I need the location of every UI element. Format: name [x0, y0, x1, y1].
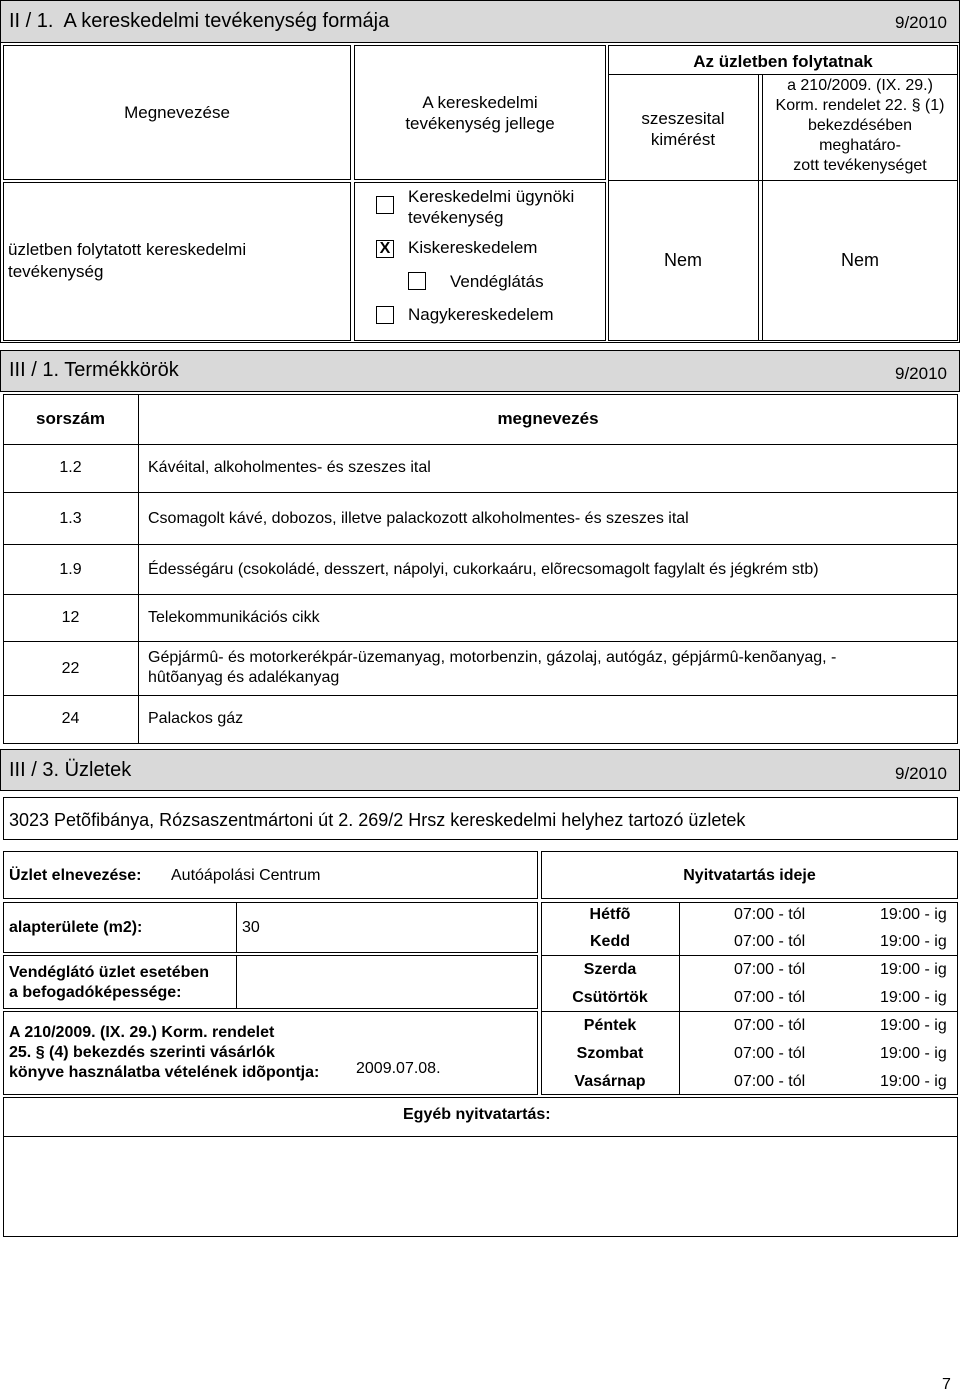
book-label-2: 25. § (4) bekezdés szerinti vásárlók: [9, 1044, 275, 1061]
option-wholesale-label: Nagykereskedelem: [408, 305, 554, 324]
time-to: 19:00 - ig: [880, 1045, 947, 1062]
hours-title: Nyitvatartás ideje: [683, 867, 816, 884]
col-alcohol-label-2: kimérést: [650, 130, 716, 149]
col-product-header: megnevezés: [497, 409, 599, 428]
section-product-groups: [0, 350, 960, 392]
day-label: Vasárnap: [574, 1073, 646, 1090]
col-alcohol-label-1: szeszesital: [641, 109, 725, 128]
section-number: III / 3.: [9, 759, 60, 781]
col-name-label: Megnevezése: [124, 103, 230, 122]
product-num: 1.9: [59, 561, 82, 578]
section-number: III / 1.: [9, 359, 60, 381]
section-date: 9/2010: [895, 364, 947, 383]
time-to: 19:00 - ig: [880, 1073, 947, 1090]
section-date: 9/2010: [895, 13, 947, 32]
product-name: Gépjármû- és motorkerékpár-üzemanyag, motorbenzin, gázolaj, autógáz, gépjármû-kenõanyag, -: [148, 649, 837, 666]
col-activity-label-1: a 210/2009. (IX. 29.): [787, 77, 933, 94]
section-stores: [0, 749, 960, 791]
option-agent-label-2: tevékenység: [408, 208, 504, 227]
time-from: 07:00 - tól: [734, 961, 806, 978]
product-num: 1.2: [59, 459, 82, 476]
time-from: 07:00 - tól: [734, 906, 806, 923]
col-store-label: Az üzletben folytatnak: [693, 52, 873, 71]
store-name-label: Üzlet elnevezése:: [9, 867, 142, 884]
checkbox-wholesale[interactable]: [376, 306, 394, 324]
product-name: Telekommunikációs cikk: [148, 609, 320, 626]
section-title: A kereskedelmi tevékenység formája: [63, 10, 390, 32]
product-name: Palackos gáz: [148, 710, 244, 727]
checkbox-retail[interactable]: X: [376, 240, 394, 258]
day-label: Kedd: [590, 933, 630, 950]
col-type-label-1: A kereskedelmi: [422, 93, 538, 112]
time-to: 19:00 - ig: [880, 961, 947, 978]
book-label-1: A 210/2009. (IX. 29.) Korm. rendelet: [9, 1024, 275, 1041]
col-num-header: sorszám: [36, 409, 105, 428]
time-from: 07:00 - tól: [734, 933, 806, 950]
other-hours-label: Egyéb nyitvatartás:: [403, 1106, 551, 1123]
product-name: Kávéital, alkoholmentes- és szeszes ital: [148, 459, 431, 476]
checkbox-catering[interactable]: [408, 272, 426, 290]
time-from: 07:00 - tól: [734, 989, 806, 1006]
page-number: 7: [942, 1376, 951, 1393]
product-name: Csomagolt kávé, dobozos, illetve palackozott alkoholmentes- és szeszes ital: [148, 510, 689, 527]
time-from: 07:00 - tól: [734, 1045, 806, 1062]
col-type-label-2: tevékenység jellege: [405, 114, 555, 133]
day-label: Szerda: [583, 961, 637, 978]
product-num: 22: [61, 660, 80, 677]
store-address: 3023 Petõfibánya, Rózsaszentmártoni út 2. 269/2 Hrsz kereskedelmi helyhez tartozó üzletek: [9, 810, 746, 830]
row-name-1: üzletben folytatott kereskedelmi: [8, 240, 247, 259]
col-activity-label-5: zott tevékenységet: [793, 157, 927, 174]
option-agent-label-1: Kereskedelmi ügynöki: [408, 187, 575, 206]
time-to: 19:00 - ig: [880, 933, 947, 950]
time-from: 07:00 - tól: [734, 1017, 806, 1034]
checkbox-agent[interactable]: [376, 196, 394, 214]
option-catering-label: Vendéglátás: [450, 272, 544, 291]
product-num: 12: [61, 609, 80, 626]
day-label: Hétfõ: [589, 906, 631, 923]
row-name-2: tevékenység: [8, 262, 104, 281]
time-from: 07:00 - tól: [734, 1073, 806, 1090]
day-label: Csütörtök: [572, 989, 648, 1006]
alcohol-value: Nem: [663, 250, 702, 270]
store-name-value: Autóápolási Centrum: [171, 867, 321, 884]
time-to: 19:00 - ig: [880, 1017, 947, 1034]
section-title: Termékkörök: [64, 359, 179, 381]
area-label: alapterülete (m2):: [9, 919, 143, 936]
activity-value: Nem: [840, 250, 879, 270]
section-title: Üzletek: [64, 759, 132, 781]
time-to: 19:00 - ig: [880, 989, 947, 1006]
day-label: Péntek: [583, 1017, 637, 1034]
section-date: 9/2010: [895, 764, 947, 783]
book-label-3: könyve használatba vételének idõpontja:: [9, 1064, 320, 1081]
col-activity-label-2: Korm. rendelet 22. § (1): [775, 97, 945, 114]
capacity-label-1: Vendéglátó üzlet esetében: [9, 964, 210, 981]
product-name: Édességáru (csokoládé, desszert, nápolyi, cukorkaáru, elõrecsomagolt fagylalt és jégkrém stb): [148, 561, 819, 578]
option-retail-label: Kiskereskedelem: [408, 238, 538, 257]
book-date-value: 2009.07.08.: [356, 1060, 441, 1077]
col-activity-label-4: meghatáro-: [819, 137, 901, 154]
section-header: [1, 1, 959, 43]
time-to: 19:00 - ig: [880, 906, 947, 923]
section-number: II / 1.: [9, 10, 54, 32]
product-name-cont: hûtõanyag és adalékanyag: [148, 669, 340, 686]
product-num: 1.3: [59, 510, 82, 527]
day-label: Szombat: [576, 1045, 644, 1062]
area-value: 30: [242, 919, 260, 936]
capacity-label-2: a befogadóképessége:: [9, 984, 182, 1001]
product-num: 24: [61, 710, 80, 727]
col-activity-label-3: bekezdésében: [807, 117, 913, 134]
